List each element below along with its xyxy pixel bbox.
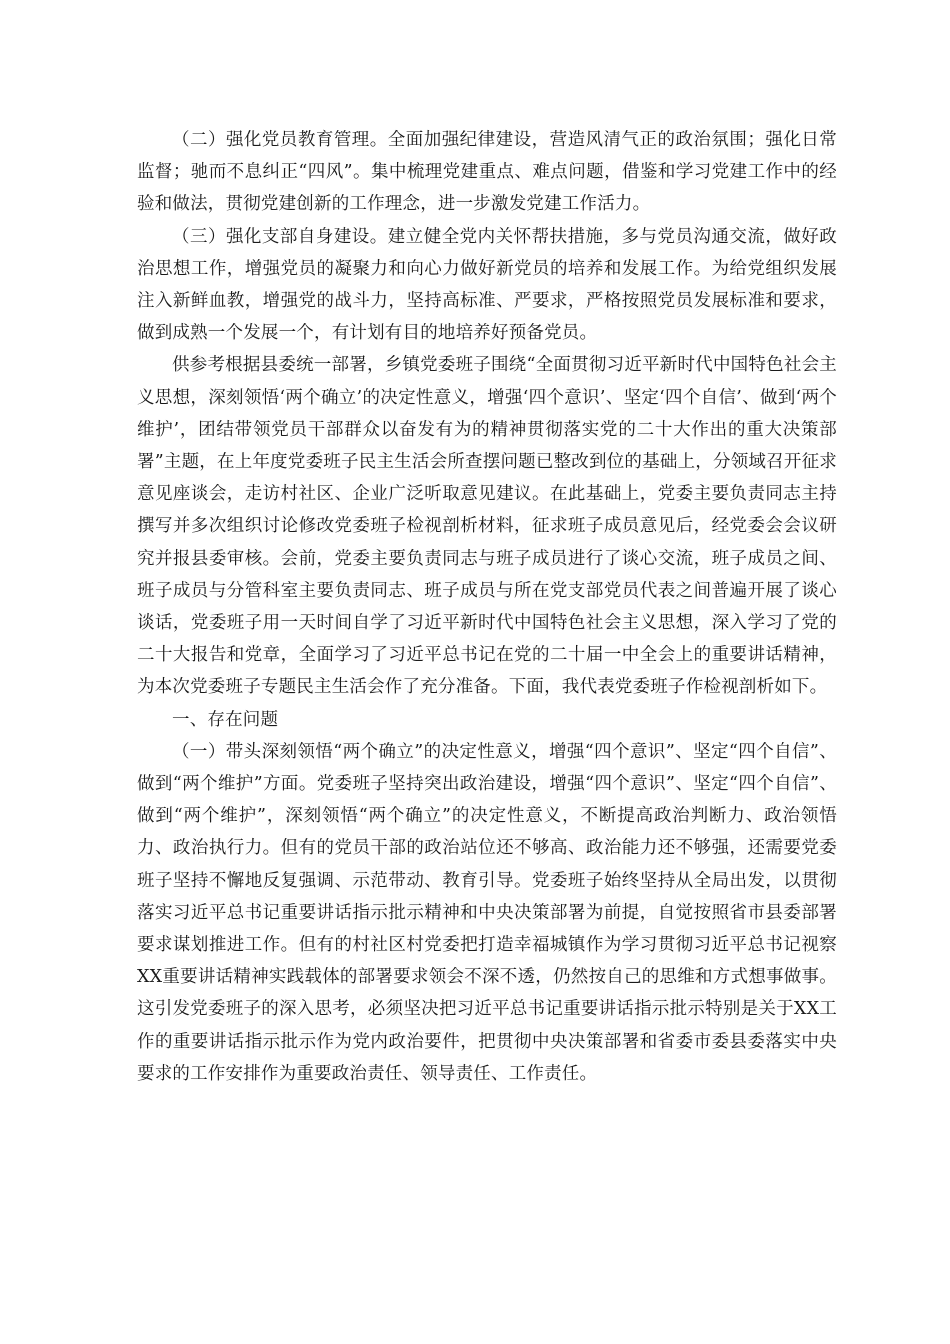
- section-heading-existing-problems: 一、存在问题: [172, 709, 279, 730]
- document-page: [137, 124, 837, 1090]
- paragraph-strengthen-member-education: （二）强化党员教育管理。全面加强纪律建设，营造风清气正的政治氛围；强化日常监督；驰而不息纠正“四风”。集中梳理党建重点、难点问题，借鉴和学习党建工作中的经验和做法，贯彻党建创新的工作理念，进一步激发党建工作活力。: [137, 130, 837, 215]
- paragraph-strengthen-branch-building: （三）强化支部自身建设。建立健全党内关怀帮扶措施，多与党员沟通交流，做好政治思想工作，增强党员的凝聚力和向心力做好新党员的培养和发展工作。为给党组织发展注入新鲜血教，增强党的战斗力，坚持高标准、严要求，严格按照党员发展标准和要求，做到成熟一个发展一个，有计划有目的地培养好预备党员。: [137, 226, 837, 344]
- paragraph-problem-one: （一）带头深刻领悟“两个确立”的决定性意义，增强“四个意识”、坚定“四个自信”、做到“两个维护”方面。党委班子坚持突出政治建设，增强“四个意识”、坚定“四个自信”、做到“两个维护”，深刻领悟“两个确立”的决定性意义，不断提高政治判断力、政治领悟力、政治执行力。但有的党员干部的政治站位还不够高、政治能力还不够强，还需要党委班子坚持不懈地反复强调、示范带动、教育引导。党委班子始终坚持从全局出发，以贯彻落实习近平总书记重要讲话指示批示精神和中央决策部署为前提，自觉按照省市县委部署要求谋划推进工作。但有的村社区村党委把打造幸福城镇作为学习贯彻习近平总书记视察XX重要讲话精神实践载体的部署要求领会不深不透，仍然按自己的思维和方式想事做事。这引发党委班子的深入思考，必须坚决把习近平总书记重要讲话指示批示特别是关于XX工作的重要讲话指示批示作为党内政治要件，把贯彻中央决策部署和省委市委县委落实中央要求的工作安排作为重要政治责任、领导责任、工作责任。: [137, 741, 837, 1084]
- paragraph-meeting-preparation: 供参考根据县委统一部署，乡镇党委班子围绕“全面贯彻习近平新时代中国特色社会主义思想，深刻领悟‘两个确立’的决定性意义，增强‘四个意识’、坚定‘四个自信’、做到‘两个维护’，团结带领党员干部群众以奋发有为的精神贯彻落实党的二十大作出的重大决策部署”主题，在上年度党委班子民主生活会所查摆问题已整改到位的基础上，分领域召开征求意见座谈会，走访村社区、企业广泛听取意见建议。在此基础上，党委主要负责同志主持撰写并多次组织讨论修改党委班子检视剖析材料，征求班子成员意见后，经党委会会议研究并报县委审核。会前，党委主要负责同志与班子成员进行了谈心交流，班子成员之间、班子成员与分管科室主要负责同志、班子成员与所在党支部党员代表之间普遍开展了谈心谈话，党委班子用一天时间自学了习近平新时代中国特色社会主义思想，深入学习了党的二十大报告和党章，全面学习了习近平总书记在党的二十届一中全会上的重要讲话精神，为本次党委班子专题民主生活会作了充分准备。下面，我代表党委班子作检视剖析如下。: [137, 355, 837, 698]
